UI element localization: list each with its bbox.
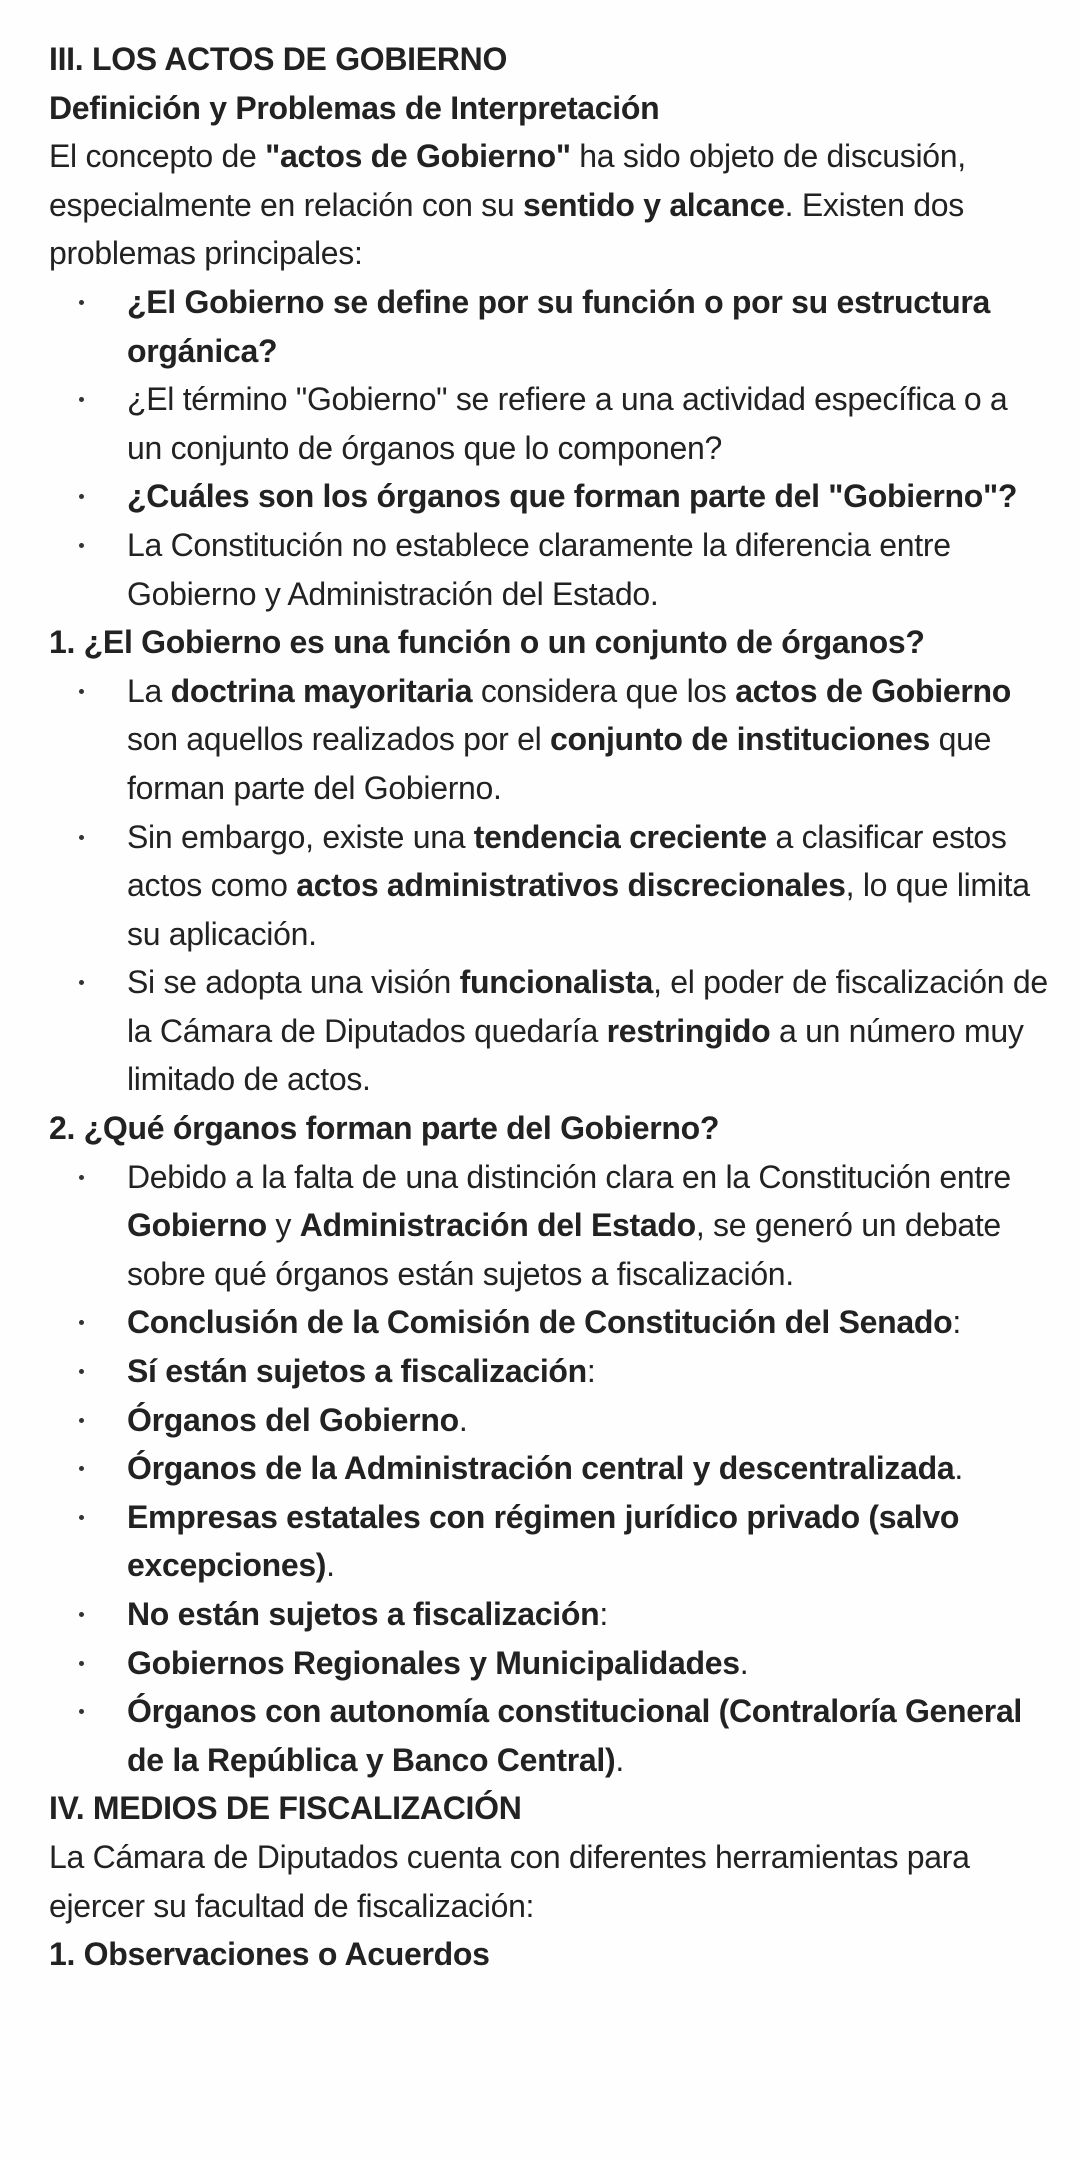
text-run: Si se adopta una visión — [127, 964, 460, 1001]
bold-run: Sí están sujetos a fiscalización — [127, 1353, 587, 1390]
bold-run: Órganos de la Administración central y descentralizada — [127, 1450, 955, 1487]
list-item: ¿El Gobierno se define por su función o por su estructura orgánica? — [49, 278, 1049, 375]
bold-run: conjunto de instituciones — [549, 721, 931, 758]
bold-run: doctrina mayoritaria — [170, 672, 473, 709]
list-item: ¿El término "Gobierno" se refiere a una actividad específica o a un conjunto de órganos que lo componen? — [49, 375, 1049, 472]
list-item — [49, 1347, 1049, 1396]
question-1-heading: 1. ¿El Gobierno es una función o un conjunto de órganos? — [49, 624, 925, 661]
list-item — [49, 1590, 1049, 1639]
bold-run: tendencia creciente — [473, 818, 767, 855]
text-run: a clasificar estos actos como — [127, 818, 1007, 904]
bold-run: sentido y alcance — [522, 186, 785, 223]
list-item — [49, 1298, 1049, 1347]
bold-run: Gobierno — [127, 1207, 267, 1244]
text-run: . — [954, 1450, 963, 1487]
bold-run: funcionalista — [459, 964, 654, 1001]
document-body — [49, 35, 1049, 1979]
bold-run: Gobiernos Regionales y Municipalidades — [127, 1644, 740, 1681]
bold-run: No están sujetos a fiscalización — [127, 1596, 600, 1632]
list-item: ¿Cuáles son los órganos que forman parte del "Gobierno"? — [49, 472, 1049, 521]
question-2-heading: 2. ¿Qué órganos forman parte del Gobierno? — [49, 1110, 720, 1147]
text-run: , se generó un debate sobre qué órganos están sujetos a fiscalización. — [127, 1207, 1001, 1292]
text-run: : — [952, 1304, 961, 1341]
list-item — [49, 1639, 1049, 1688]
list-item — [49, 667, 1049, 813]
text-run: La — [127, 672, 171, 709]
text-run: Sin embargo, existe una — [127, 818, 474, 855]
text-run: son aquellos realizados por el — [127, 721, 550, 758]
list-item — [49, 1396, 1049, 1445]
list-item — [49, 1153, 1049, 1299]
question-1-list — [49, 667, 1049, 1104]
text-run: . — [739, 1644, 749, 1681]
question-2-list — [49, 1153, 1049, 1785]
problems-list — [49, 278, 1049, 618]
text-run: y — [266, 1207, 300, 1244]
text-run: . Existen dos problemas principales: — [49, 186, 964, 272]
text-run: a un número muy limitado de actos. — [127, 1012, 1024, 1098]
section-subtitle: Definición y Problemas de Interpretación — [49, 89, 660, 126]
text-run: , el poder de fiscalización de la Cámara de Diputados quedaría — [127, 964, 1048, 1049]
text-run: ha sido objeto de discusión, especialmente en relación con su — [49, 138, 966, 223]
section-title-iv: IV. MEDIOS DE FISCALIZACIÓN — [49, 1790, 522, 1827]
list-item: La Constitución no establece claramente la diferencia entre Gobierno y Administración del Estado. — [49, 521, 1049, 618]
bold-run: actos de Gobierno — [735, 672, 1012, 709]
section-title-iii: III. LOS ACTOS DE GOBIERNO — [49, 41, 508, 77]
list-item — [49, 1444, 1049, 1493]
text-run: El concepto de — [49, 138, 266, 175]
text-run: , lo que limita su aplicación. — [127, 867, 1030, 952]
text-run: . — [326, 1547, 335, 1584]
list-item — [49, 813, 1049, 959]
text-run: : — [599, 1596, 608, 1632]
text-run: considera que los — [472, 672, 736, 709]
bold-run: Conclusión de la Comisión de Constitución del Senado — [127, 1304, 953, 1341]
list-item — [49, 958, 1049, 1104]
section-iv-subheading: 1. Observaciones o Acuerdos — [49, 1936, 490, 1973]
text-run: : — [586, 1353, 596, 1390]
bold-run: Empresas estatales con régimen jurídico privado (salvo excepciones) — [127, 1498, 960, 1584]
bold-run: actos administrativos discrecionales — [296, 867, 846, 904]
list-item — [49, 1687, 1049, 1784]
intro-paragraph — [49, 132, 1049, 278]
bold-run: Órganos con autonomía constitucional (Contraloría General de la República y Banco Central) — [127, 1693, 1023, 1778]
bold-run: Administración del Estado — [299, 1207, 696, 1244]
bold-run: restringido — [606, 1012, 771, 1049]
text-run: que forman parte del Gobierno. — [127, 721, 992, 806]
text-run: . — [458, 1401, 468, 1438]
text-run: Debido a la falta de una distinción clara en la Constitución entre — [127, 1158, 1011, 1195]
bold-run: "actos de Gobierno" — [265, 138, 571, 175]
section-iv-intro: La Cámara de Diputados cuenta con diferentes herramientas para ejercer su facultad de fiscalización: — [49, 1838, 970, 1924]
list-item — [49, 1493, 1049, 1590]
bold-run: Órganos del Gobierno — [127, 1401, 459, 1438]
text-run: . — [615, 1741, 624, 1778]
